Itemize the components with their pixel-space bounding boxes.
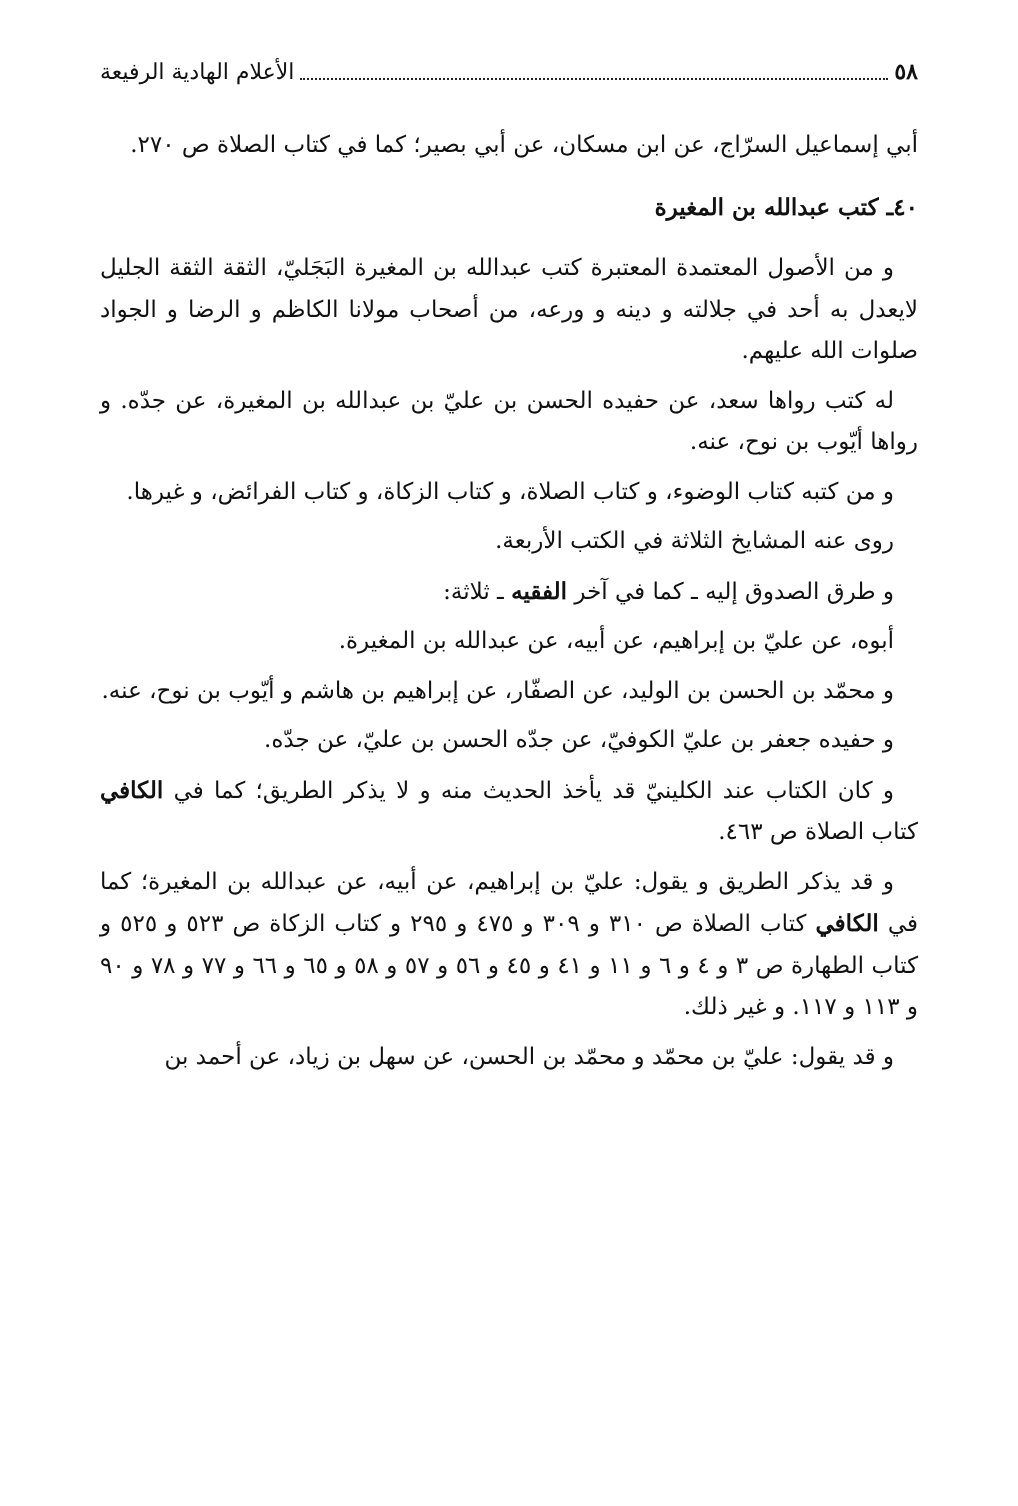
page-body (100, 125, 918, 1086)
book-title-kafi: الكافي (815, 910, 879, 937)
book-title-kafi: الكافي (100, 776, 164, 804)
text-run: و كان الكتاب عند الكليني‌ّ قد يأخذ الحديث منه و لا يذكر الطريق؛ كما في (163, 777, 894, 804)
paragraph-final: و قد يقول: علي‌ّ بن محمّد و محمّد بن الحسن، عن سهل بن زياد، عن أحمد بن (164, 1043, 894, 1070)
text-run: و قد يذكر الطريق و يقول: علي‌ّ بن إبراهيم، عن أبيه، عن عبدالله بن المغيرة؛ كما في (100, 868, 918, 937)
paragraph-books: و من كتبه كتاب الوضوء، و كتاب الصلاة، و كتاب الزكاة، و كتاب الفرائض، و غيرها. (126, 478, 894, 505)
page-number: ٥٨ (894, 59, 918, 85)
page-header (100, 52, 918, 92)
book-title-faqih: الفقيه (511, 577, 568, 605)
section-heading: ٤٠ـ كتب عبدالله بن المغيرة (654, 193, 918, 221)
paragraph-route-2: و محمّد بن الحسن بن الوليد، عن الصفّار، عن إبراهيم بن هاشم و أيّوب بن نوح، عنه. (101, 677, 894, 704)
paragraph-continuation: أبي إسماعيل السرّاج، عن ابن مسكان، عن أبي بصير؛ كما في كتاب الصلاة ص ٢٧٠. (130, 132, 918, 158)
paragraph-saduq-routes (100, 571, 918, 614)
paragraph-kulayni (100, 770, 918, 854)
header-dotted-leader (300, 64, 888, 80)
paragraph-four-books: روى عنه المشايخ الثلاثة في الكتب الأربعة. (495, 528, 894, 554)
paragraph-intro: و من الأصول المعتمدة المعتبرة كتب عبدالله بن المغيرة البَجَلي‌ّ، الثقة الثقة الجليل لايعدل به أحد في جلالته و دينه و ورعه، من أصحاب مولانا الكاظم و الرضا و الجواد صلوات الله عليهم. (100, 255, 918, 364)
paragraph-narrators: له كتب رواها سعد، عن حفيده الحسن بن علي‌ّ بن عبدالله بن المغيرة، عن جدّه. و رواها أيّوب بن نوح، عنه. (100, 387, 918, 455)
text-run: و طرق الصدوق إليه ـ كما في آخر (567, 578, 894, 605)
text-run: ـ ثلاثة: (443, 578, 512, 605)
paragraph-route-1: أبوه، عن علي‌ّ بن إبراهيم، عن أبيه، عن عبدالله بن المغيرة. (338, 628, 894, 654)
text-run: كتاب الصلاة ص ٤٦٣. (718, 819, 918, 845)
paragraph-kulayni-routes (100, 862, 918, 1029)
paragraph-route-3: و حفيده جعفر بن علي‌ّ الكوفي‌ّ، عن جدّه الحسن بن علي‌ّ، عن جدّه. (264, 727, 894, 753)
running-title: الأعلام الهادية الرفيعة (100, 59, 295, 85)
text-run: كتاب الصلاة ص ٣١٠ و ٣٠٩ و ٤٧٥ و ٢٩٥ و كتاب الزكاة ص ٥٢٣ و ٥٢٥ و كتاب الطهارة ص ٣ و ٤ و ٦ و ١١ و ٤١ و ٤٥ و ٥٦ و ٥٧ و ٥٨ و ٦٥ و ٦٦ و ٧٧ و ٧٨ و ٩٠ و ١١٣ و ١١٧. و غير ذلك. (100, 911, 919, 1020)
